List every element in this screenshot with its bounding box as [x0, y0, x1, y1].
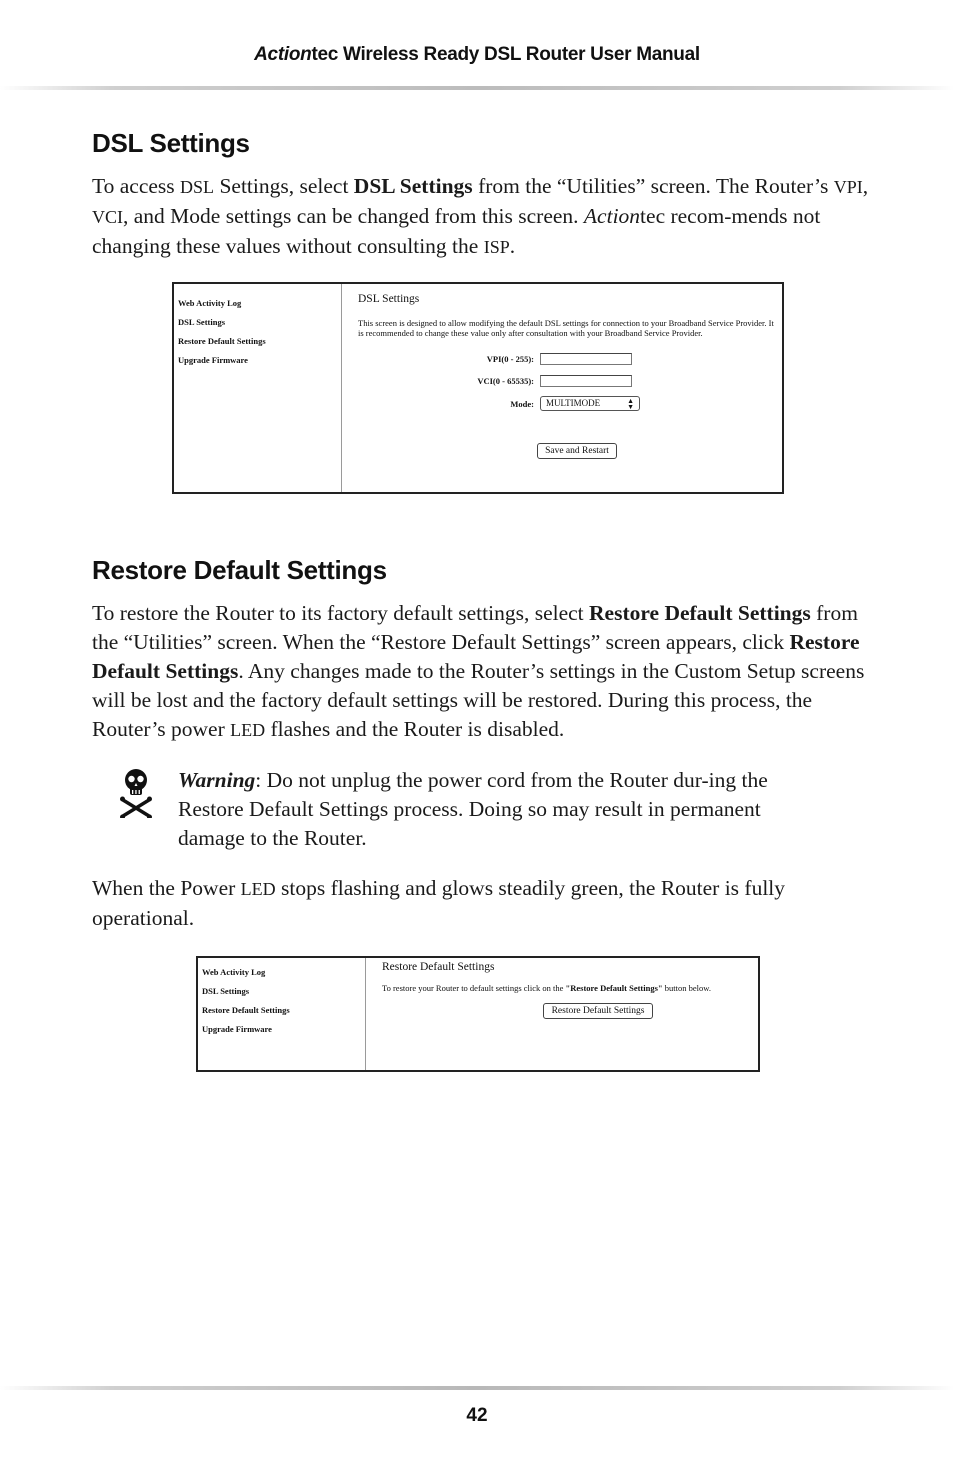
mode-select[interactable]	[540, 396, 640, 411]
restore-screen-title: Restore Default Settings	[382, 961, 495, 973]
nav-item-upgrade-firmware[interactable]: Upgrade Firmware	[202, 1024, 272, 1034]
restore-default-settings-paragraph: To restore the Router to its factory default settings, select Restore Default Settings from the “Utilities” screen. When the “Restore Default Settings” screen appears, click Restore Default Settings. Any changes made to the Router’s settings in the Custom Setup screens will be lost and the factory default settings will be restored. During this process, the Router’s power LED flashes and the Router is disabled.	[92, 601, 865, 741]
restore-screen-instruction: To restore your Router to default settings click on the "Restore Default Settings" button below.	[382, 983, 711, 993]
nav-item-dsl-settings[interactable]: DSL Settings	[178, 317, 225, 327]
select-arrows-icon: ▲ ▼	[627, 397, 634, 411]
dsl-settings-paragraph: To access DSL Settings, select DSL Settings from the “Utilities” screen. The Router’s VPI, VCI, and Mode settings can be changed from this screen. Actiontec recom-mends not changing these values without consulting the ISP.	[92, 174, 869, 258]
vci-label: VCI(0 - 65535):	[477, 376, 534, 386]
header-title: tec Wireless Ready DSL Router User Manual	[311, 44, 700, 65]
page-number: 42	[466, 1405, 488, 1426]
footer-rule	[0, 1386, 954, 1390]
nav-item-dsl-settings[interactable]: DSL Settings	[202, 986, 249, 996]
nav-item-restore-default-settings[interactable]: Restore Default Settings	[202, 1005, 290, 1015]
header-rule	[0, 86, 954, 90]
dsl-screen-description: This screen is designed to allow modifying the default DSL settings for connection to your Broadband Service Provider. It is recommended to change these value only after consultation with your Broadband Service Provider.	[358, 318, 774, 338]
dsl-screen-title: DSL Settings	[358, 293, 420, 305]
skull-crossbones-icon	[119, 768, 153, 818]
mode-select-value: MULTIMODE	[546, 398, 601, 408]
dsl-settings-screenshot	[172, 282, 784, 494]
dsl-settings-heading: DSL Settings	[92, 128, 250, 158]
header-brand: Action	[254, 44, 312, 65]
running-header	[0, 44, 954, 66]
vpi-input[interactable]	[540, 353, 632, 365]
mode-label: Mode:	[510, 399, 534, 409]
power-led-paragraph: When the Power LED stops flashing and glows steadily green, the Router is fully operational.	[92, 876, 786, 930]
nav-item-restore-default-settings[interactable]: Restore Default Settings	[178, 336, 266, 346]
vpi-label: VPI(0 - 255):	[486, 354, 534, 364]
restore-default-settings-button[interactable]: Restore Default Settings	[543, 1003, 653, 1019]
save-and-restart-button[interactable]: Save and Restart	[537, 443, 617, 459]
warning-text: Warning: Do not unplug the power cord from the Router dur-ing the Restore Default Settings process. Doing so may result in permanent damage to the Router.	[178, 768, 768, 850]
restore-screen-nav	[198, 958, 366, 1070]
restore-screen-content	[366, 958, 758, 1070]
nav-item-web-activity-log[interactable]: Web Activity Log	[178, 298, 242, 308]
restore-default-settings-heading: Restore Default Settings	[92, 555, 387, 585]
nav-item-upgrade-firmware[interactable]: Upgrade Firmware	[178, 355, 248, 365]
vci-input[interactable]	[540, 375, 632, 387]
nav-item-web-activity-log[interactable]: Web Activity Log	[202, 967, 266, 977]
restore-default-settings-screenshot	[196, 956, 760, 1072]
dsl-screen-nav	[174, 284, 342, 492]
dsl-screen-content	[342, 284, 782, 492]
